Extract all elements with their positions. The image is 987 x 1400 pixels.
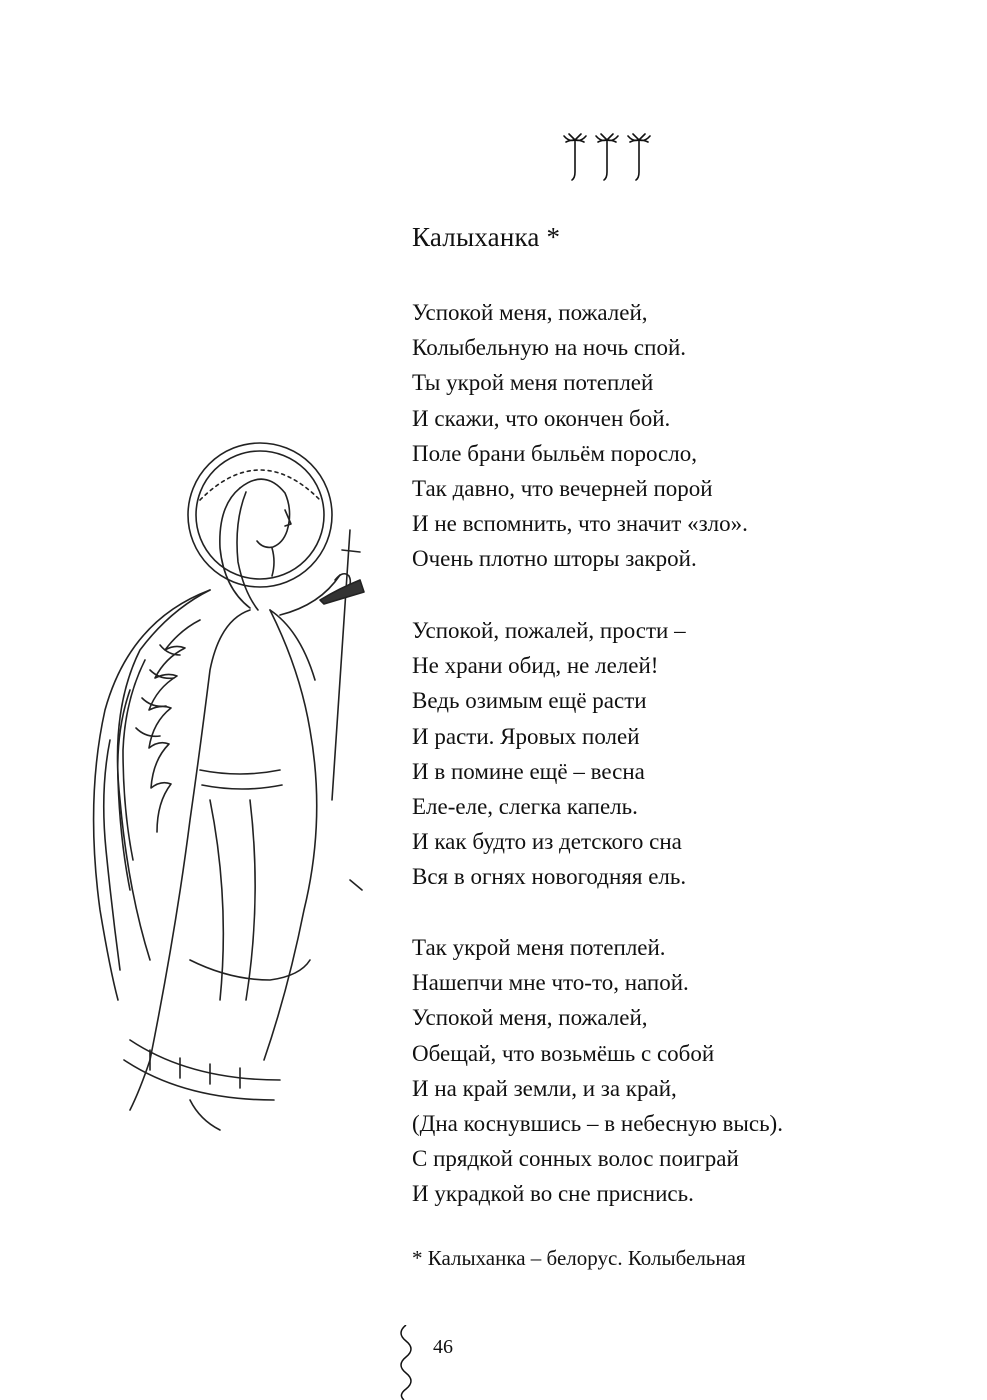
angel-illustration — [50, 440, 370, 1150]
poem-line: И как будто из детского сна — [412, 829, 682, 855]
poem-stanza-3 — [412, 930, 783, 1212]
poem-line: Еле-еле, слегка капель. — [412, 793, 638, 819]
poem-line: С прядкой сонных волос поиграй — [412, 1146, 739, 1172]
page-divider-squiggle-icon — [392, 1325, 416, 1400]
poem-line: Успокой меня, пожалей, — [412, 1005, 648, 1031]
poem-line: Успокой, пожалей, прости – — [412, 618, 686, 643]
poem-line: И украдкой во сне приснись. — [412, 1181, 694, 1207]
poem-line: Очень плотно шторы закрой. — [412, 546, 697, 572]
poem-line: И скажи, что окончен бой. — [412, 405, 671, 431]
poem-line: Колыбельную на ночь спой. — [412, 335, 687, 361]
poem-stanza-2 — [412, 613, 686, 895]
poem-line: Успокой меня, пожалей, — [412, 300, 648, 325]
footnote: * Калыханка – белорус. Колыбельная — [412, 1246, 746, 1270]
poem-line: Так давно, что вечерней порой — [412, 475, 713, 501]
poem-line: Так укрой меня потеплей. — [412, 935, 666, 960]
poem-line: Ты укрой меня потеплей — [412, 370, 654, 396]
poem-title: Калыханка * — [412, 222, 561, 252]
poem-line: И расти. Яровых полей — [412, 723, 640, 749]
poem-stanza-1 — [412, 295, 748, 577]
poem-line: И на край земли, и за край, — [412, 1075, 677, 1101]
poem-line: Не храни обид, не лелей! — [412, 653, 659, 679]
poem-line: Вся в огнях новогодняя ель. — [412, 864, 687, 890]
poem-line: Поле брани быльём поросло, — [412, 440, 697, 466]
poem-line: Обещай, что возьмёшь с собой — [412, 1040, 715, 1066]
page-number: 46 — [433, 1336, 453, 1358]
poem-line: И не вспомнить, что значит «зло». — [412, 511, 748, 537]
three-flowers-ornament-icon — [557, 128, 657, 184]
poem-line: Нашепчи мне что-то, напой. — [412, 970, 689, 996]
poem-line: И в помине ещё – весна — [412, 758, 645, 784]
poem-line: (Дна коснувшись – в небесную высь). — [412, 1110, 783, 1136]
poem-line: Ведь озимым ещё расти — [412, 688, 647, 714]
